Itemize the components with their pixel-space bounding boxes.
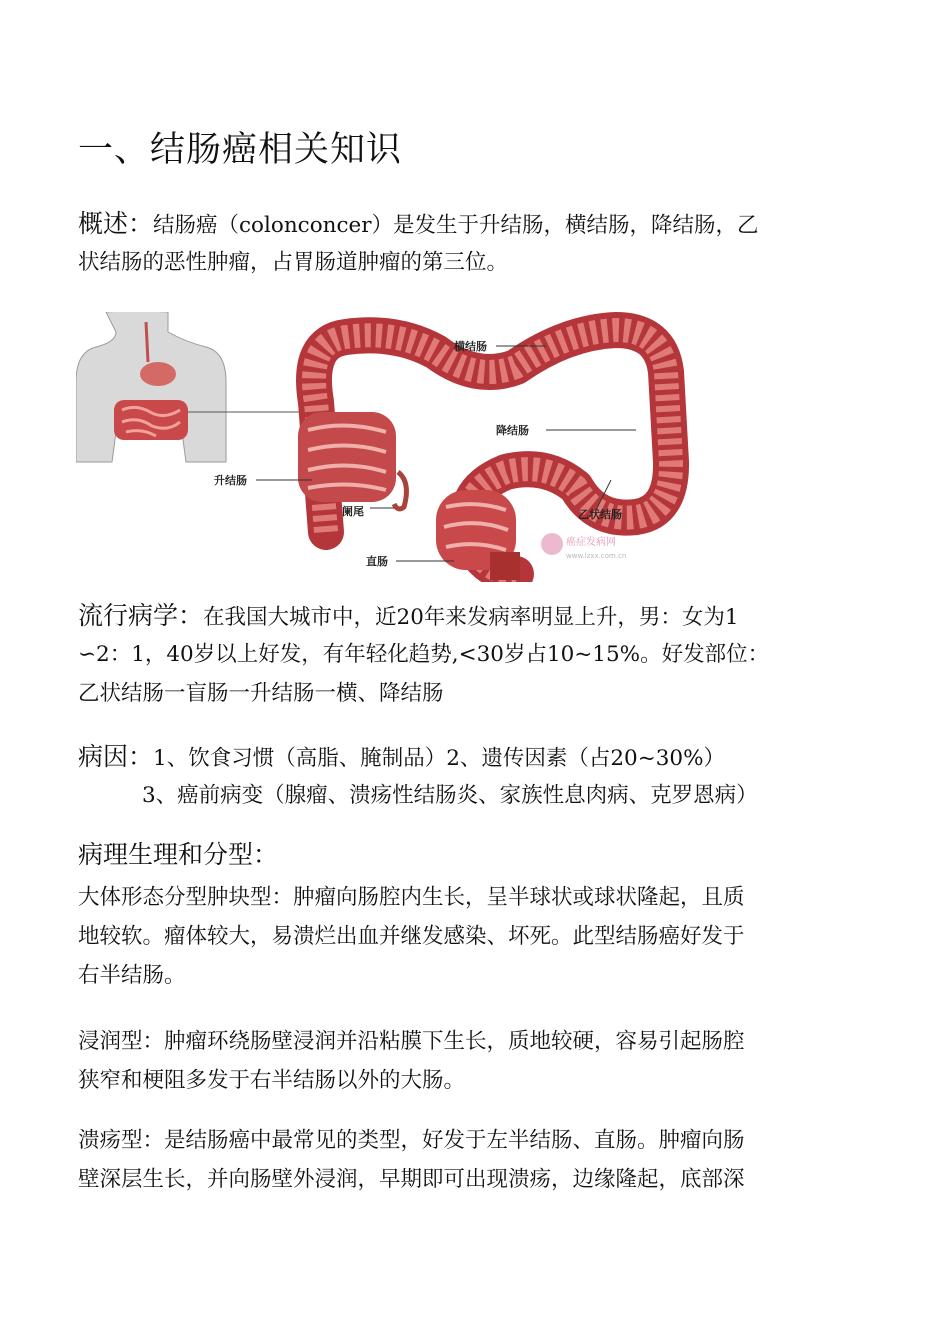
etiology-paragraph (78, 737, 878, 815)
epidemiology-line-3: 乙状结肠一盲肠一升结肠一横、降结肠 (78, 681, 444, 706)
ulcerative-type-paragraph: 溃疡型：是结肠癌中最常见的类型，好发于左半结肠、直肠。肿瘤向肠 壁深层生长，并向肠壁外浸润，早期即可出现溃疡，边缘隆起，底部深 (78, 1128, 745, 1192)
watermark-url: www.lzxx.com.cn (566, 552, 627, 560)
overview-line-2: 状结肠的恶性肿瘤，占胃肠道肿瘤的第三位。 (78, 250, 509, 275)
colon-anatomy-figure (76, 312, 690, 582)
etiology-line-1: 病因：1、饮食习惯（高脂、腌制品）2、遗传因素（占20~30%） (78, 742, 726, 771)
section-heading: 一、结肠癌相关知识 (78, 130, 403, 170)
epidemiology-line-1: 流行病学：在我国大城市中，近20年来发病率明显上升，男：女为1 (78, 601, 739, 630)
etiology-line-2: 3、癌前病变（腺瘤、溃疡性结肠炎、家族性息肉病、克罗恩病） (142, 783, 758, 808)
label-sigmoid-colon: 乙状结肠 (578, 508, 622, 521)
watermark-text: 癌症发病网 (566, 537, 616, 548)
label-rectum: 直肠 (366, 555, 388, 568)
overview-paragraph (78, 204, 878, 282)
watermark-logo (541, 533, 626, 560)
overview-line-1: 概述：结肠癌（colonconcer）是发生于升结肠，横结肠，降结肠，乙 (78, 209, 759, 238)
torso-inset-image (76, 312, 302, 462)
overview-lead: 概述： (78, 209, 154, 238)
epidemiology-line-2: ∽2：1，40岁以上好发，有年轻化趋势,<30岁占10~15%。好发部位： (78, 642, 770, 667)
infiltrative-type-paragraph: 浸润型：肿瘤环绕肠壁浸润并沿粘膜下生长，质地较硬，容易引起肠腔 狭窄和梗阻多发于右半结肠以外的大肠。 (78, 1029, 745, 1093)
label-descending-colon: 降结肠 (496, 424, 529, 437)
label-ascending-colon: 升结肠 (214, 474, 247, 487)
label-transverse-colon: 横结肠 (454, 340, 487, 353)
pathology-heading: 病理生理和分型： (78, 840, 279, 869)
label-appendix: 阑尾 (342, 505, 364, 518)
epidemiology-paragraph (78, 596, 878, 713)
etiology-lead: 病因： (78, 742, 154, 771)
gross-type-paragraph: 大体形态分型肿块型：肿瘤向肠腔内生长，呈半球状或球状隆起，且质 地较软。瘤体较大，易溃烂出血并继发感染、坏死。此型结肠癌好发于 右半结肠。 (78, 885, 745, 988)
epidemiology-lead: 流行病学： (78, 601, 204, 630)
